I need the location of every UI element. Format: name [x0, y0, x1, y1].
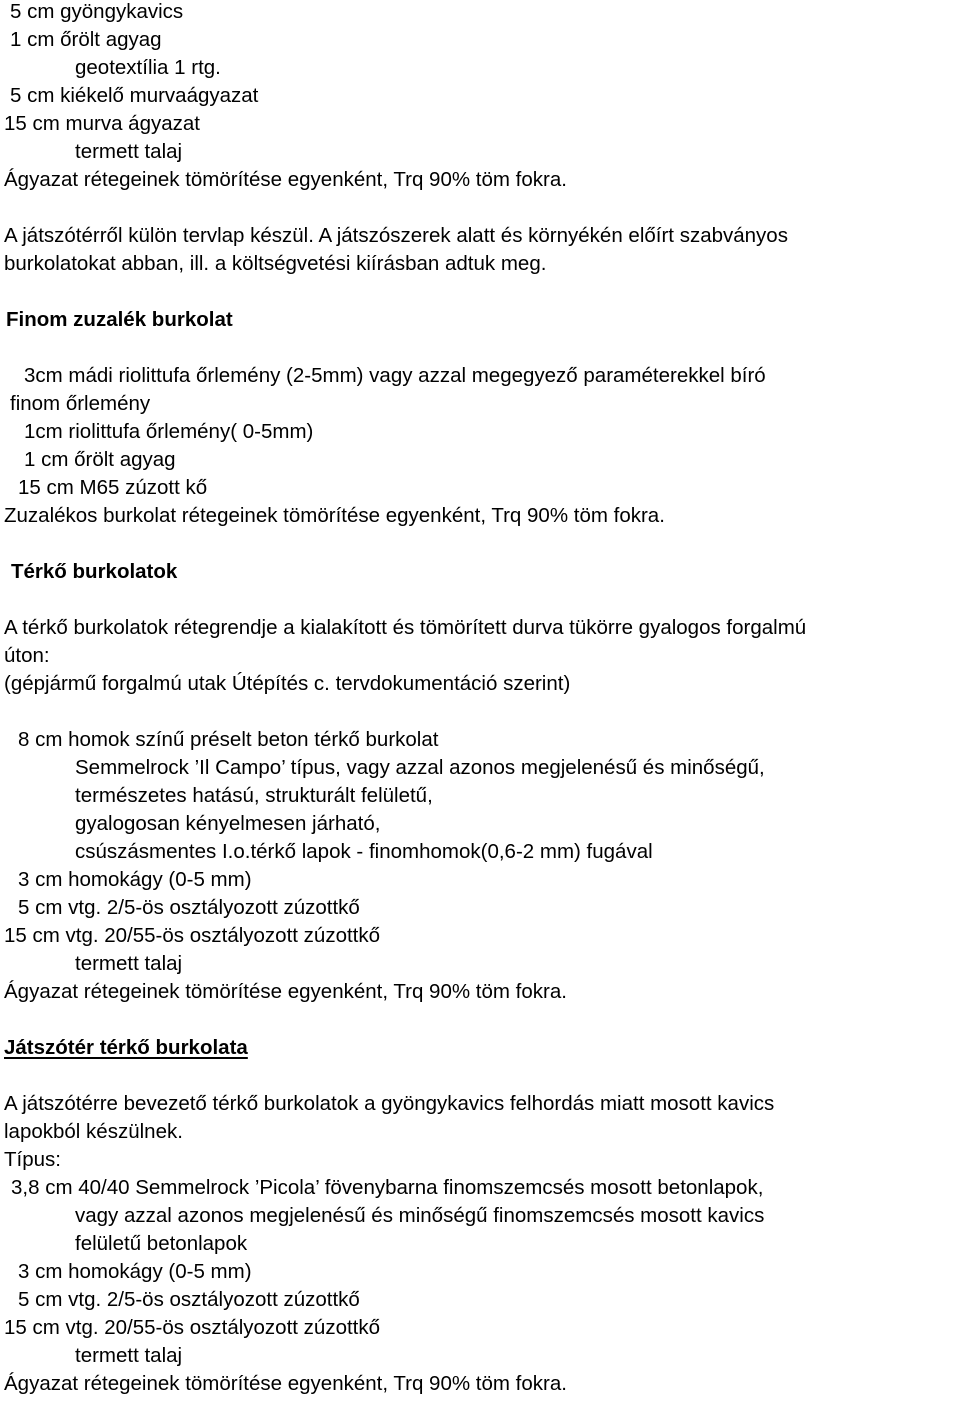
paragraph-line: burkolatokat abban, ill. a költségvetési kiírásban adtuk meg.: [4, 252, 547, 275]
section-heading-terko: Térkő burkolatok: [11, 560, 178, 583]
layer-line: 15 cm vtg. 20/55-ös osztályozott zúzottkő: [4, 1316, 381, 1339]
layer-line: 15 cm murva ágyazat: [4, 112, 200, 135]
layer-line: 3 cm homokágy (0-5 mm): [18, 1260, 252, 1283]
layer-line: 1cm riolittufa őrlemény( 0-5mm): [24, 420, 314, 443]
layer-line: 5 cm vtg. 2/5-ös osztályozott zúzottkő: [18, 896, 360, 919]
layer-line: 1 cm őrölt agyag: [10, 28, 162, 51]
compaction-note: Ágyazat rétegeinek tömörítése egyenként, Trq 90% töm fokra.: [4, 980, 567, 1003]
paragraph-line: Típus:: [4, 1148, 61, 1171]
section-heading-finom: Finom zuzalék burkolat: [6, 308, 233, 331]
paragraph-line: úton:: [4, 644, 50, 667]
compaction-note: Ágyazat rétegeinek tömörítése egyenként, Trq 90% töm fokra.: [4, 1372, 567, 1395]
section-heading-jatszoter: Játszótér térkő burkolata: [4, 1036, 248, 1059]
paragraph-line: A játszótérre bevezető térkő burkolatok a gyöngykavics felhordás miatt mosott kavics: [4, 1092, 775, 1115]
layer-line: felületű betonlapok: [75, 1232, 248, 1255]
layer-line: vagy azzal azonos megjelenésű és minőségű finomszemcsés mosott kavics: [75, 1204, 765, 1227]
paragraph-line: lapokból készülnek.: [4, 1120, 183, 1143]
paragraph-line: A térkő burkolatok rétegrendje a kialakított és tömörített durva tükörre gyalogos forgalmú: [4, 616, 807, 639]
layer-line: termett talaj: [75, 140, 183, 163]
layer-line: 5 cm kiékelő murvaágyazat: [10, 84, 259, 107]
layer-line: 1 cm őrölt agyag: [24, 448, 176, 471]
paragraph-line: (gépjármű forgalmú utak Útépítés c. tervdokumentáció szerint): [4, 672, 571, 695]
layer-line: 15 cm M65 zúzott kő: [18, 476, 208, 499]
layer-line: 3,8 cm 40/40 Semmelrock ’Picola’ fövenybarna finomszemcsés mosott betonlapok,: [11, 1176, 764, 1199]
layer-line: termett talaj: [75, 952, 183, 975]
layer-line: csúszásmentes I.o.térkő lapok - finomhomok(0,6-2 mm) fugával: [75, 840, 653, 863]
layer-line: 5 cm vtg. 2/5-ös osztályozott zúzottkő: [18, 1288, 360, 1311]
layer-line: termett talaj: [75, 1344, 183, 1367]
layer-line: 3cm mádi riolittufa őrlemény (2-5mm) vagy azzal megegyező paraméterekkel bíró: [24, 364, 766, 387]
layer-line: finom őrlemény: [10, 392, 151, 415]
layer-line: 15 cm vtg. 20/55-ös osztályozott zúzottkő: [4, 924, 381, 947]
compaction-note: Zuzalékos burkolat rétegeinek tömörítése egyenként, Trq 90% töm fokra.: [4, 504, 665, 527]
layer-line: természetes hatású, strukturált felületű,: [75, 784, 433, 807]
compaction-note: Ágyazat rétegeinek tömörítése egyenként, Trq 90% töm fokra.: [4, 168, 567, 191]
layer-line: geotextília 1 rtg.: [75, 56, 221, 79]
layer-line: Semmelrock ’Il Campo’ típus, vagy azzal azonos megjelenésű és minőségű,: [75, 756, 765, 779]
layer-line: 8 cm homok színű préselt beton térkő burkolat: [18, 728, 439, 751]
layer-line: 3 cm homokágy (0-5 mm): [18, 868, 252, 891]
paragraph-line: A játszótérről külön tervlap készül. A játszószerek alatt és környékén előírt szabványos: [4, 224, 788, 247]
layer-line: gyalogosan kényelmesen járható,: [75, 812, 381, 835]
layer-line: 5 cm gyöngykavics: [10, 0, 184, 23]
